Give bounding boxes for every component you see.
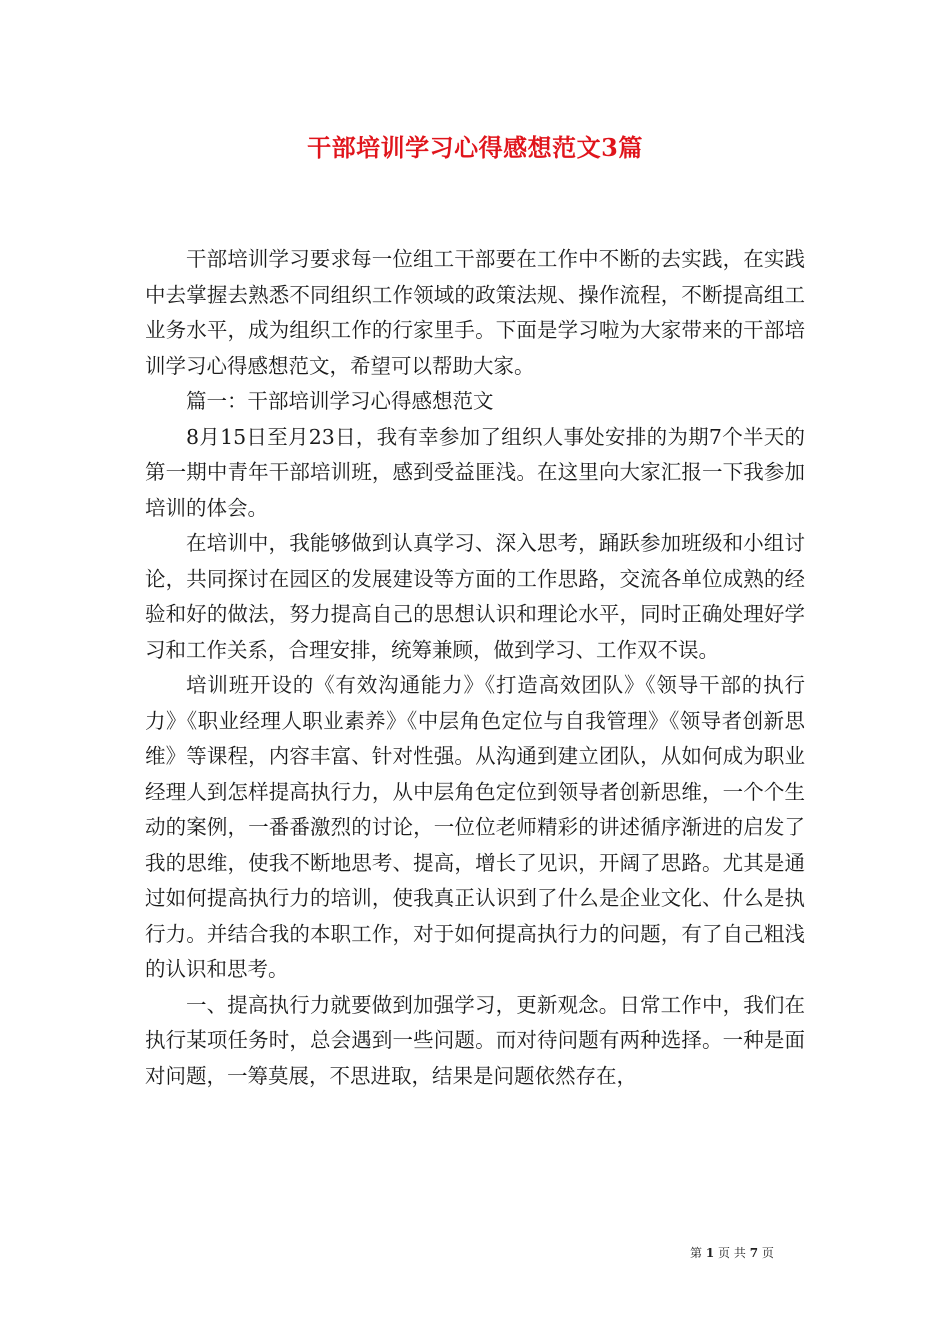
body-paragraph: 8月15日至月23日，我有幸参加了组织人事处安排的为期7个半天的第一期中青年干部培训班，感到受益匪浅。在这里向大家汇报一下我参加培训的体会。 [145,424,805,520]
document-body [145,242,805,1094]
footer-suffix: 页 [761,1246,774,1260]
current-page-number: 1 [705,1246,715,1260]
footer-prefix: 第 [690,1246,703,1260]
body-paragraph: 培训班开设的《有效沟通能力》《打造高效团队》《领导干部的执行力》《职业经理人职业素养》《中层角色定位与自我管理》《领导者创新思维》等课程，内容丰富、针对性强。从沟通到建立团队，从如何成为职业经理人到怎样提高执行力，从中层角色定位到领导者创新思维，一个个生动的案例，一番番激烈的讨论，一位位老师精彩的讲述循序渐进的启发了我的思维，使我不断地思考、提高，增长了见识，开阔了思路。尤其是通过如何提高执行力的培训，使我真正认识到了什么是企业文化、什么是执行力。并结合我的本职工作，对于如何提高执行力的问题，有了自己粗浅的认识和思考。 [145,673,805,981]
section-heading: 篇一：干部培训学习心得感想范文 [186,389,494,413]
page-footer [690,1244,820,1262]
document-title: 干部培训学习心得感想范文3篇 [307,133,643,162]
footer-middle: 页 共 [718,1246,746,1260]
total-page-number: 7 [749,1246,759,1260]
body-paragraph: 在培训中，我能够做到认真学习、深入思考，踊跃参加班级和小组讨论，共同探讨在园区的发展建设等方面的工作思路，交流各单位成熟的经验和好的做法，努力提高自己的思想认识和理论水平，同时正确处理好学习和工作关系，合理安排，统筹兼顾，做到学习、工作双不误。 [145,531,805,662]
intro-paragraph: 干部培训学习要求每一位组工干部要在工作中不断的去实践，在实践中去掌握去熟悉不同组织工作领域的政策法规、操作流程，不断提高组工业务水平，成为组织工作的行家里手。下面是学习啦为大家带来的干部培训学习心得感想范文，希望可以帮助大家。 [145,247,805,378]
body-paragraph: 一、提高执行力就要做到加强学习，更新观念。日常工作中，我们在执行某项任务时，总会遇到一些问题。而对待问题有两种选择。一种是面对问题，一筹莫展，不思进取，结果是问题依然存在， [145,992,805,1088]
